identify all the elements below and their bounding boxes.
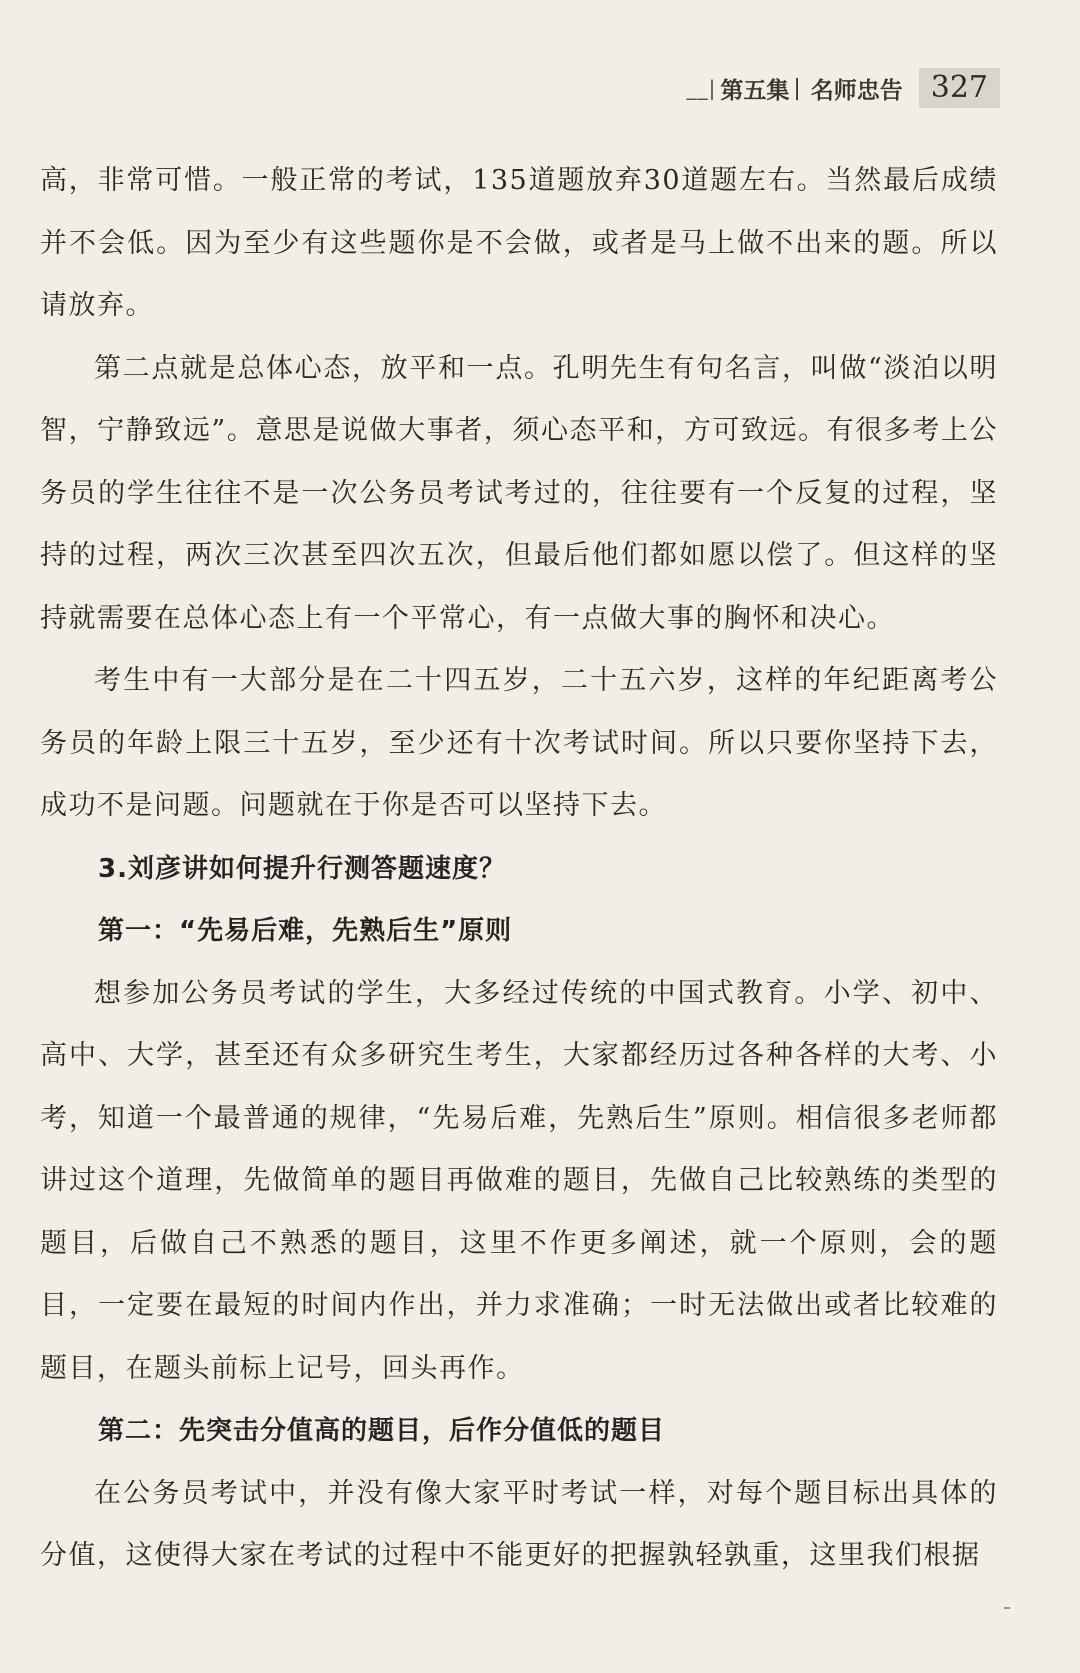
paragraph-4: 想参加公务员考试的学生，大多经过传统的中国式教育。小学、初中、高中、大学，甚至还有众多研究生考生，大家都经历过各种各样的大考、小考，知道一个最普通的规律，“先易后难，先熟后生”原则。相信很多老师都讲过这个道理，先做简单的题目再做难的题目，先做自己比较熟练的类型的题目，后做自己不熟悉的题目，这里不作更多阐述，就一个原则，会的题目，一定要在最短的时间内作出，并力求准确；一时无法做出或者比较难的题目，在题头前标上记号，回头再作。 bbox=[40, 977, 998, 1384]
paragraph-3: 考生中有一大部分是在二十四五岁，二十五六岁，这样的年纪距离考公务员的年龄上限三十五岁，至少还有十次考试时间。所以只要你坚持下去，成功不是问题。问题就在于你是否可以坚持下去。 bbox=[40, 665, 998, 821]
book-title: 名师忠告 bbox=[810, 77, 903, 104]
section-heading: 3.刘彦讲如何提升行测答题速度？ bbox=[98, 853, 506, 884]
header-separator: | bbox=[793, 75, 801, 101]
header-marks: __| bbox=[686, 76, 717, 100]
series-title: 第五集 bbox=[720, 77, 790, 104]
running-header bbox=[640, 68, 1000, 108]
paragraph-2: 第二点就是总体心态，放平和一点。孔明先生有句名言，叫做“淡泊以明智，宁静致远”。意思是说做大事者，须心态平和，方可致远。有很多考上公务员的学生往往不是一次公务员考试考过的，往往要有一个反复的过程，坚持的过程，两次三次甚至四次五次，但最后他们都如愿以偿了。但这样的坚持就需要在总体心态上有一个平常心，有一点做大事的胸怀和决心。 bbox=[40, 352, 998, 634]
page-body bbox=[40, 150, 998, 1588]
subheading-1: 第一：“先易后难，先熟后生”原则 bbox=[98, 916, 513, 946]
paragraph-5: 在公务员考试中，并没有像大家平时考试一样，对每个题目标出具体的分值，这使得大家在考试的过程中不能更好的把握孰轻孰重，这里我们根据 bbox=[40, 1477, 998, 1571]
page-corner-mark bbox=[1004, 1607, 1010, 1609]
subheading-2: 第二：先突击分值高的题目，后作分值低的题目 bbox=[98, 1416, 666, 1446]
paragraph-1: 高，非常可惜。一般正常的考试，135道题放弃30道题左右。当然最后成绩并不会低。因为至少有这些题你是不会做，或者是马上做不出来的题。所以请放弃。 bbox=[40, 165, 998, 321]
page-number: 327 bbox=[919, 68, 1000, 108]
